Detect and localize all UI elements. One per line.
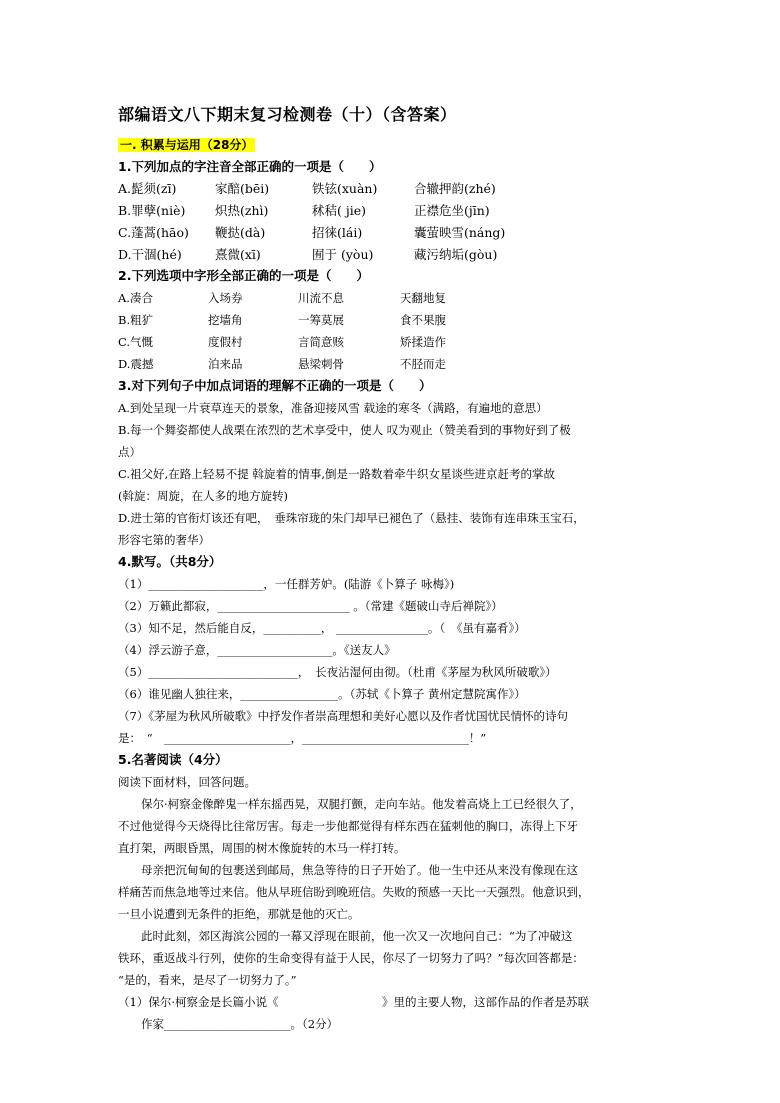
q5-passage-line: 样痛苦而焦急地等过来信。他从早班信盼到晚班信。失败的预感一天比一天强烈。他意识到， <box>118 885 590 899</box>
q5-passage-line: 此时此刻，郊区海滨公园的一幕又浮现在眼前，他一次又一次地问自己：“为了冲破这 <box>118 929 573 943</box>
q2-cell: 矫揉造作 <box>400 335 446 349</box>
q1-option-a: A.髭须(zī) <box>118 181 177 196</box>
q5-passage-line: 保尔·柯察金像醉鬼一样东摇西晃，双腿打颤，走向车站。他发着高烧上工已经很久了， <box>118 797 582 811</box>
q5-intro: 阅读下面材料，回答问题。 <box>118 775 256 789</box>
q5-stem: 5.名著阅读（4分） <box>118 752 228 767</box>
q1-cell: 铁铉(xuàn) <box>312 181 378 196</box>
q1-option-d: D.干涸(hé) <box>118 247 182 262</box>
q2-cell: 入场券 <box>208 291 243 305</box>
q5-passage-line: 母亲把沉甸甸的包裹送到邮局，焦急等待的日子开始了。他一生中还从来没有像现在这 <box>118 863 578 877</box>
q1-cell: 熹微(xī) <box>215 247 261 262</box>
q1-cell: 秫秸( jie) <box>312 203 366 218</box>
q2-cell: 挖墙角 <box>208 313 243 327</box>
q2-option-c: C.气慨 <box>118 335 154 349</box>
q4-fill-line: （2）万籁此都寂，_______________________ 。（常建《题破山寺后禅院》） <box>118 599 503 613</box>
q2-cell: 一筹莫展 <box>298 313 344 327</box>
q4-fill-line: （4）浮云游子意，____________________。《送友人》 <box>118 643 396 657</box>
q1-cell: 鞭挞(dà) <box>215 225 266 240</box>
q5-passage-line: 铁环，重返战斗行列，使你的生命变得有益于人民，你尽了一切努力了吗？”每次回答都是： <box>118 951 584 965</box>
q2-option-a: A.凑合 <box>118 291 153 305</box>
q3-option-line: (斡旋：周旋，在人多的地方旋转) <box>118 489 288 503</box>
q3-stem: 3.对下列句子中加点词语的理解不正确的一项是（ ） <box>118 378 432 393</box>
q1-cell: 正襟危坐(jīn) <box>414 203 490 218</box>
q1-cell: 家醅(bēi) <box>215 181 270 196</box>
q5-passage-line: 直打架，两眼昏黑，周围的树木像旋转的木马一样打转。 <box>118 841 406 855</box>
q1-option-b: B.罪孽(niè) <box>118 203 186 218</box>
q4-fill-line: （3）知不足，然后能自反，__________， ________________。（ 《虽有嘉肴》） <box>118 621 526 635</box>
q4-stem: 4.默写。（共8分） <box>118 554 222 569</box>
q4-fill-line: （6）谁见幽人独往来，_________________。（苏轼《卜算子 黄州定慧院寓作》） <box>118 687 526 701</box>
q4-fill-line: （7）《茅屋为秋风所破歌》中抒发作者崇高理想和美好心愿以及作者忧国忧民情怀的诗句 <box>118 709 569 723</box>
q4-fill-line: 是： “ ______________________，_____________________________！” <box>118 731 487 745</box>
q3-option-line: 形容宅第的奢华） <box>118 533 210 547</box>
q2-option-b: B.粗犷 <box>118 313 154 327</box>
q5-subquestion: （1）保尔·柯察金是长篇小说《 》里的主要人物，这部作品的作者是苏联 <box>118 995 589 1009</box>
q2-stem: 2.下列选项中字形全部正确的一项是（ ） <box>118 268 369 283</box>
q2-cell: 不胫而走 <box>400 357 446 371</box>
q1-option-c: C.蓬蒿(hāo) <box>118 225 189 240</box>
q4-fill-line: （1）____________________，一任群芳妒。(陆游《卜算子 咏梅》) <box>118 577 455 591</box>
q3-option-line: A.到处呈现一片衰草连天的景象，准备迎接风雪 载途的寒冬（满路，有遍地的意思） <box>118 401 548 415</box>
q3-option-line: C.祖父好,在路上轻易不提 斡旋着的情事,倒是一路数着牵牛织女星谈些进京赶考的掌故 <box>118 467 556 481</box>
q1-cell: 合辙押韵(zhé) <box>414 181 496 196</box>
section-heading: 一. 积累与运用（28分） <box>120 138 254 152</box>
q5-passage-line: 一旦小说遭到无条件的拒绝，那就是他的灭亡。 <box>118 907 360 921</box>
q2-cell: 川流不息 <box>298 291 344 305</box>
q1-cell: 囿于 (yòu) <box>312 247 374 262</box>
q1-cell: 招徕(lái) <box>312 225 363 240</box>
q2-cell: 度假村 <box>208 335 243 349</box>
q1-cell: 囊萤映雪(náng) <box>414 225 506 240</box>
q1-stem: 1.下列加点的字注音全部正确的一项是（ ） <box>118 159 382 174</box>
q2-cell: 天翻地复 <box>400 291 446 305</box>
q2-cell: 食不果腹 <box>400 313 446 327</box>
q4-fill-line: （5）__________________________， 长夜沾湿何由彻。（杜甫《茅屋为秋风所破歌》） <box>118 665 557 679</box>
q3-option-line: D.进士第的官衔灯该还有吧， 垂珠帘珑的朱门却早已褪色了（悬挂、装饰有连串珠玉宝石， <box>118 511 585 525</box>
q2-option-d: D.震撼 <box>118 357 154 371</box>
q5-subquestion: 作家______________________。（2分） <box>118 1017 339 1031</box>
q1-cell: 藏污纳垢(gòu) <box>414 247 498 262</box>
q3-option-line: B.每一个舞姿都使人战栗在浓烈的艺术享受中，使人 叹为观止（赞美看到的事物好到了极 <box>118 423 571 437</box>
q5-passage-line: “是的，看来，是尽了一切努力了。” <box>118 973 297 987</box>
q5-passage-line: 不过他觉得今天烧得比往常厉害。每走一步他都觉得有样东西在猛刺他的胸口，冻得上下牙 <box>118 819 578 833</box>
q2-cell: 悬梁刺骨 <box>298 357 344 371</box>
q2-cell: 言简意赅 <box>298 335 344 349</box>
q3-option-line: 点） <box>118 445 141 459</box>
q1-cell: 炽热(zhì) <box>215 203 269 218</box>
page-title: 部编语文八下期末复习检测卷（十）（含答案） <box>118 105 457 124</box>
q2-cell: 泊来品 <box>208 357 243 371</box>
